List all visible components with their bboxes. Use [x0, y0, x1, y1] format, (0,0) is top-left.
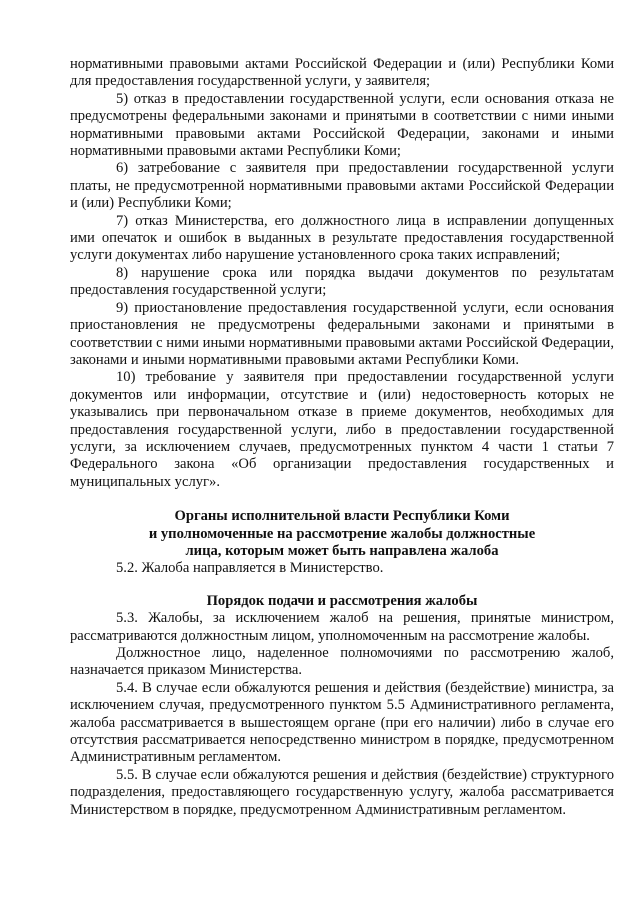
paragraph-5-4: 5.4. В случае если обжалуются решения и действия (бездействие) министра, за исключением случая, предусмотренного пунктом 5.5 Административного регламента, жалоба рассматривается в вышестоящем органе (при его наличии) либо в случае его отсутствия рассматривается непосредственно министром в порядке, предусмотренном Административным регламентом. [70, 679, 614, 766]
section-gap [70, 578, 614, 593]
paragraph-item-8: 8) нарушение срока или порядка выдачи документов по результатам предоставления государственной услуги; [70, 264, 614, 299]
paragraph-item-9: 9) приостановление предоставления государственной услуги, если основания приостановления не предусмотрены федеральными законами и принятыми в соответствии с ними иными нормативными правовыми актами Российской Федерации, законами и иными нормативными правовыми актами Республики Коми. [70, 299, 614, 368]
section-heading-procedure: Порядок подачи и рассмотрения жалобы [206, 592, 478, 609]
paragraph-item-5: 5) отказ в предоставлении государственной услуги, если основания отказа не предусмотрены федеральными законами и принятыми в соответствии с ними иными нормативными правовыми актами Российской Федерации, законами и иными нормативными правовыми актами Республики Коми; [70, 90, 614, 160]
paragraph-5-3: 5.3. Жалобы, за исключением жалоб на решения, принятые министром, рассматриваются должностным лицом, уполномоченным на рассмотрение жалобы. [70, 610, 614, 644]
paragraph-continuation: нормативными правовыми актами Российской Федерации и (или) Республики Коми для предоставления государственной услуги, у заявителя; [70, 56, 614, 90]
document-page [70, 56, 614, 819]
paragraph-item-6: 6) затребование с заявителя при предоставлении государственной услуги платы, не предусмотренной нормативными правовыми актами Российской Федерации и (или) Республики Коми; [70, 160, 614, 212]
paragraph-5-5: 5.5. В случае если обжалуются решения и действия (бездействие) структурного подразделения, предоставляющего государственную услугу, жалоба рассматривается Министерством в порядке, предусмотренном Административным регламентом. [70, 766, 614, 818]
section-heading-authorities-line-3: лица, которым может быть направлена жалоба [185, 542, 499, 559]
section-heading-authorities-line-1: Органы исполнительной власти Республики Коми [174, 508, 510, 525]
paragraph-item-7: 7) отказ Министерства, его должностного лица в исправлении допущенных ими опечаток и ошибок в выданных в результате предоставления государственной услуги документах либо нарушение установленного срока таких исправлений; [70, 212, 614, 264]
paragraph-item-10: 10) требование у заявителя при предоставлении государственной услуги документов или информации, отсутствие и (или) недостоверность которых не указывались при первоначальном отказе в приеме документов, необходимых для предоставления государственной услуги, либо в предоставлении государственной услуги, за исключением случаев, предусмотренных пунктом 4 части 1 статьи 7 Федерального закона «Об организации предоставления государственных и муниципальных услуг». [70, 369, 614, 490]
paragraph-5-2: 5.2. Жалоба направляется в Министерство. [116, 560, 384, 577]
paragraph-official: Должностное лицо, наделенное полномочиями по рассмотрению жалоб, назначается приказом Министерства. [70, 645, 614, 679]
section-heading-authorities-line-2: и уполномоченные на рассмотрение жалобы должностные [148, 525, 536, 542]
section-gap [70, 491, 614, 508]
